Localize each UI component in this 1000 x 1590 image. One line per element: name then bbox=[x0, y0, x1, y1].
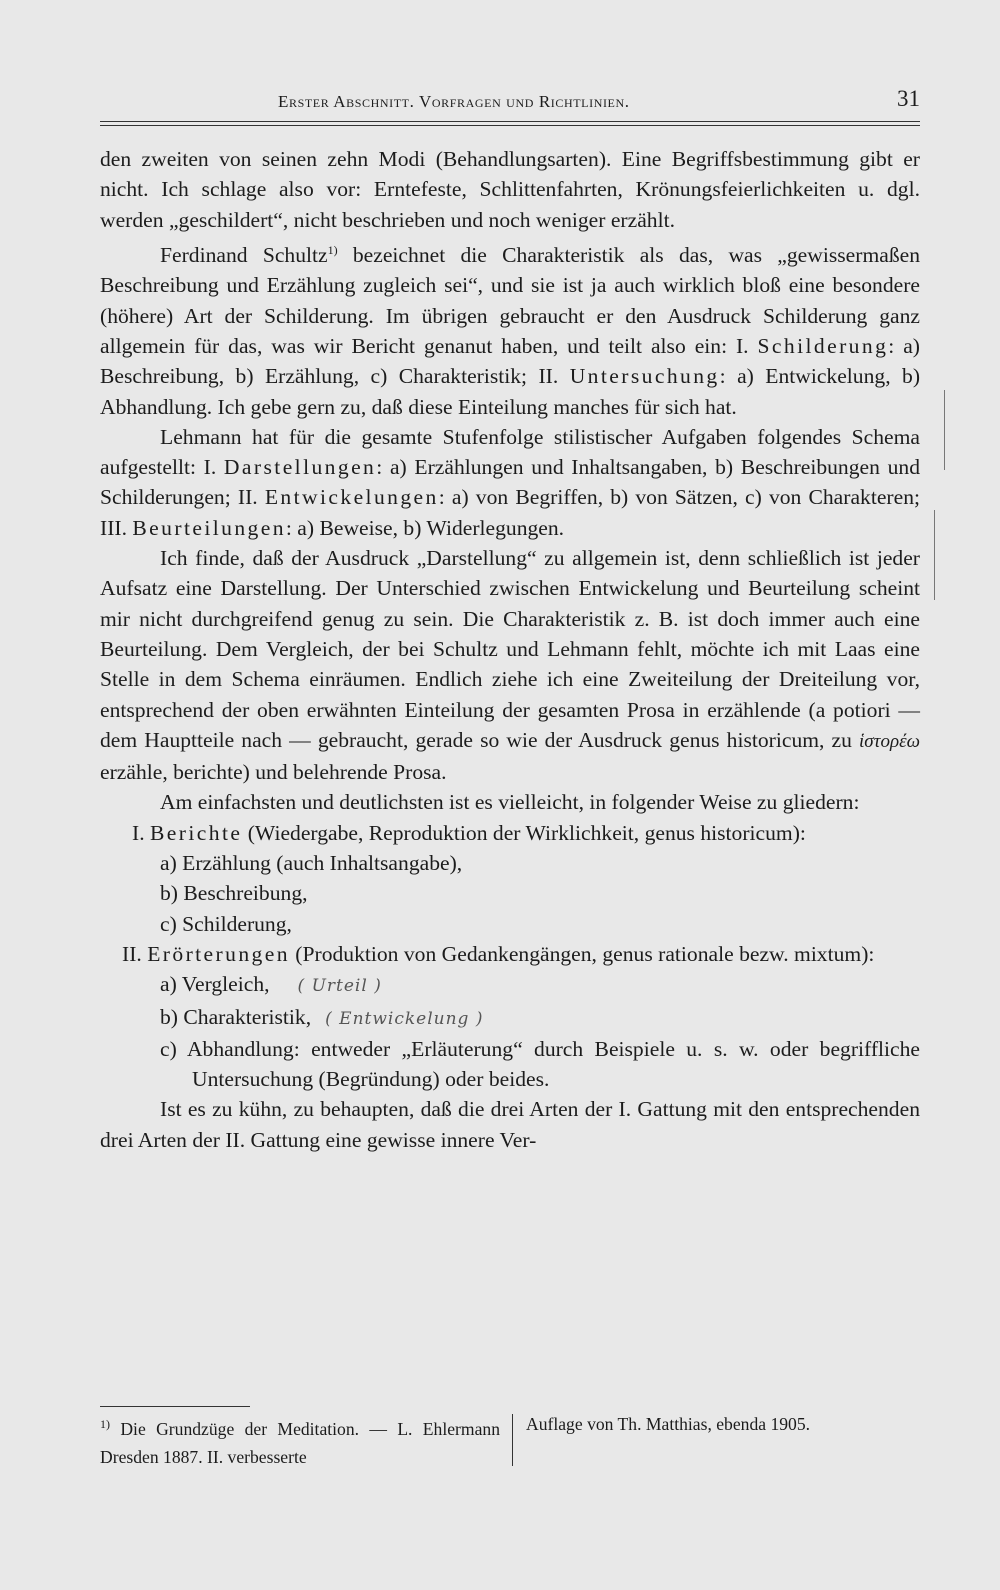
footnote-marker: 1) bbox=[100, 1417, 110, 1431]
paragraph-3 bbox=[100, 422, 920, 543]
text-run: Ich finde, daß der Ausdruck „Darstellung“ zu allgemein ist, denn schließlich ist jeder Aufsatz eine Darstellung. Der Unterschied zwischen Entwickelung und Beurteilung scheint mir nicht durchgreifend genug zu sein. Die Charakteristik z. B. ist doch immer auch eine Beurteilung. Dem Vergleich, der bei Schultz und Lehmann fehlt, möchte ich mit Laas eine Stelle in dem Schema einräumen. Endlich ziehe ich eine Zweiteilung der Dreiteilung vor, entsprechend der oben erwähnten Einteilung der gesamten Prosa in erzählende (a potiori — dem Hauptteile nach — gebraucht, gerade so wie der Ausdruck genus historicum, zu bbox=[100, 546, 920, 752]
main-text bbox=[100, 144, 920, 1155]
spaced-term: Untersuchung bbox=[569, 364, 720, 389]
classification-outline bbox=[100, 818, 920, 1095]
paragraph-5: Am einfachsten und deutlichsten ist es vielleicht, in folgender Weise zu gliedern: bbox=[160, 790, 860, 815]
footnote-text: Die Grundzüge der Meditation. — L. Ehlermann Dresden 1887. II. verbesserte bbox=[100, 1418, 500, 1467]
greek-word: ἱστορέω bbox=[859, 730, 920, 752]
margin-pencil-mark bbox=[934, 510, 935, 600]
outline-description: (Produktion von Gedankengängen, genus rationale bezw. mixtum): bbox=[289, 941, 875, 966]
outline-subitem bbox=[100, 1002, 920, 1034]
page-number: 31 bbox=[897, 86, 920, 111]
text-run: : a) Beweise, b) Widerlegungen. bbox=[285, 515, 565, 540]
spaced-term: Darstellungen bbox=[223, 455, 377, 480]
subitem-text: a) Vergleich, bbox=[160, 972, 270, 997]
page-header bbox=[100, 88, 920, 118]
spaced-term: Schilderung bbox=[757, 333, 889, 358]
outline-subitem: a) Erzählung (auch Inhaltsangabe), bbox=[160, 851, 463, 876]
spaced-term: Entwickelungen bbox=[264, 485, 439, 510]
outline-item-berichte bbox=[100, 818, 920, 848]
text-run: : a) Beschreibung, b) Erzählung, c) Charakteristik; II. bbox=[100, 333, 920, 389]
text-run: : a) Entwickelung, b) Abhandlung. Ich gebe gern zu, daß diese Einteilung manches für sich hat. bbox=[100, 364, 921, 419]
footnote-right-column: Auflage von Th. Matthias, ebenda 1905. bbox=[526, 1414, 811, 1434]
text-run: Lehmann hat für die gesamte Stufenfolge stilistischer Aufgaben folgendes Schema aufgestellt: I. bbox=[100, 424, 920, 480]
handwritten-annotation: ( Urteil ) bbox=[297, 976, 382, 997]
text-run: erzähle, berichte) und belehrende Prosa. bbox=[100, 760, 447, 785]
outline-description: (Wiedergabe, Reproduktion der Wirklichkeit, genus historicum): bbox=[242, 820, 806, 845]
spaced-term: Erörterungen bbox=[147, 941, 290, 966]
handwritten-annotation: ( Entwickelung ) bbox=[325, 1008, 484, 1029]
paragraph-6: Ist es zu kühn, zu behaupten, daß die drei Arten der I. Gattung mit den entsprechenden drei Arten der II. Gattung eine gewisse innere Ver- bbox=[100, 1097, 920, 1152]
outline-heading bbox=[122, 939, 920, 969]
outline-subitem bbox=[100, 1034, 920, 1095]
paragraph-1: den zweiten von seinen zehn Modi (Behandlungsarten). Eine Begriffsbestimmung gibt er nicht. Ich schlage also vor: Erntefeste, Schlittenfahrten, Krönungsfeierlichkeiten u. dgl. werden „geschildert“, nicht beschrieben und noch weniger erzählt. bbox=[100, 147, 920, 232]
outline-item-eroerterungen bbox=[100, 939, 920, 969]
outline-subitem: b) Beschreibung, bbox=[160, 881, 308, 906]
text-run: : a) Erzählungen und Inhaltsangaben, b) Beschreibungen und Schilderungen; II. bbox=[100, 455, 920, 510]
outline-heading bbox=[132, 818, 920, 848]
subitem-text: c) Abhandlung: entweder „Erläuterung“ durch Beispiele u. s. w. oder begriffliche Untersuchung (Begründung) oder beides. bbox=[160, 1036, 920, 1092]
paragraph-2 bbox=[100, 235, 920, 422]
paragraph-4 bbox=[100, 543, 920, 787]
subitem-text: b) Charakteristik, bbox=[160, 1004, 312, 1029]
header-rule-top bbox=[100, 121, 920, 122]
running-head: Erster Abschnitt. Vorfragen und Richtlinien. bbox=[278, 92, 630, 111]
text-run: Ferdinand Schultz bbox=[160, 243, 328, 268]
spaced-term: Berichte bbox=[150, 820, 243, 845]
outline-subitem bbox=[100, 969, 920, 1001]
footnote-column-divider bbox=[512, 1414, 513, 1466]
outline-subitem: c) Schilderung, bbox=[160, 911, 292, 936]
outline-number: I. bbox=[132, 820, 150, 845]
outline-number: II. bbox=[122, 941, 148, 966]
footnote-reference: 1) bbox=[327, 242, 338, 257]
margin-pencil-mark bbox=[944, 390, 945, 470]
footnote-rule bbox=[100, 1406, 250, 1407]
text-run: bezeichnet die Charakteristik als das, was „gewissermaßen Beschreibung und Erzählung zugleich sei“, und sie ist ja auch wirklich bloß eine besondere (höhere) Art der Schilderung. Im übrigen gebraucht er den Ausdruck Schilderung ganz allgemein für das, was wir Bericht genanut haben, und teilt also ein: I. bbox=[100, 243, 920, 358]
header-rule-bottom bbox=[100, 125, 920, 126]
footnote-left-column bbox=[100, 1410, 500, 1471]
spaced-term: Beurteilungen bbox=[132, 515, 286, 540]
text-run: : a) von Begriffen, b) von Sätzen, c) von Charakteren; III. bbox=[100, 485, 920, 540]
